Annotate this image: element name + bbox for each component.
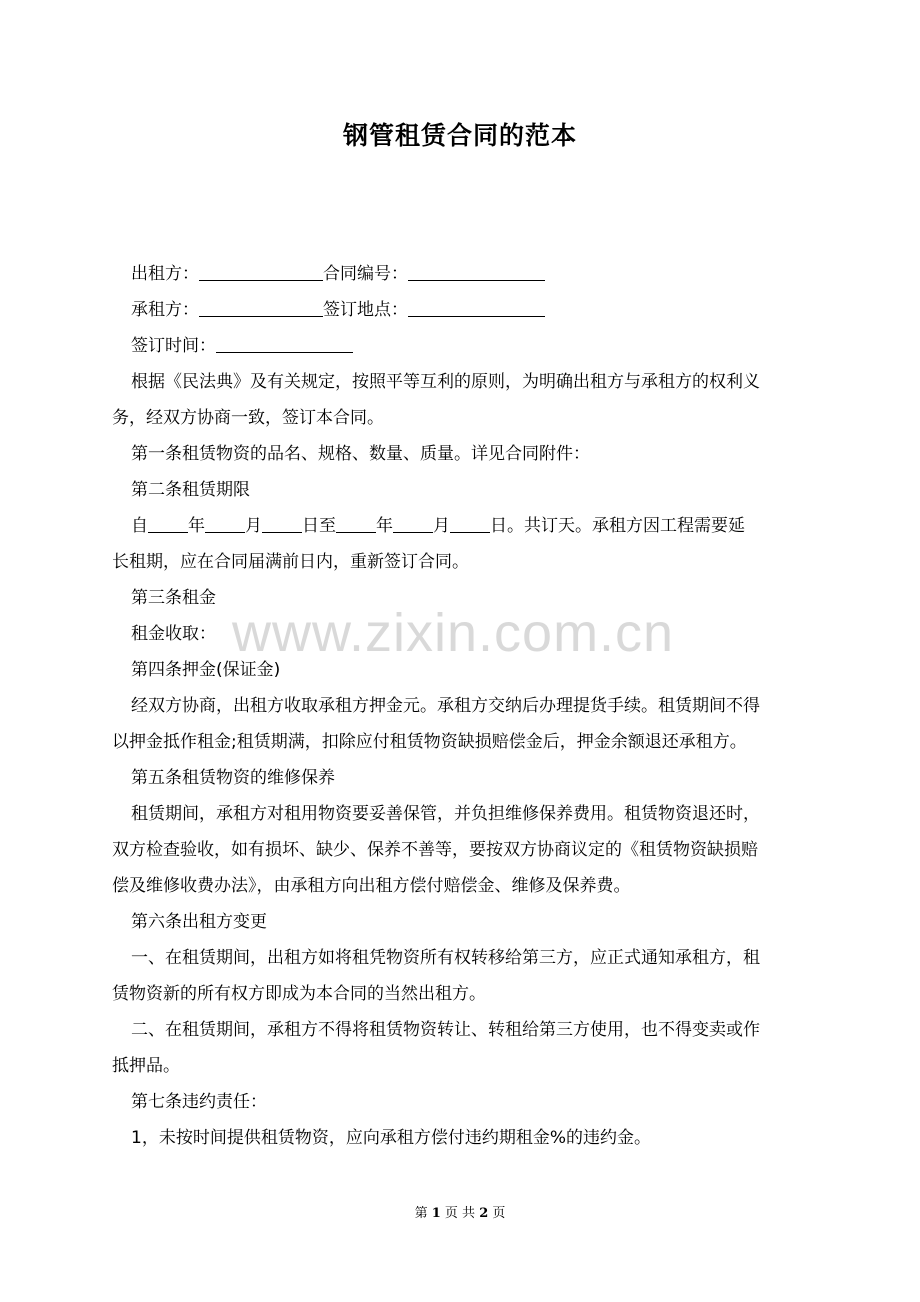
month-text-2: 月 bbox=[433, 516, 450, 536]
page-total: 2 bbox=[479, 1206, 489, 1221]
sign-time-row bbox=[112, 328, 820, 364]
preamble-line-1: 根据《民法典》及有关规定，按照平等互利的原则，为明确出租方与承租方的权利义 bbox=[131, 372, 760, 392]
day-to-text: 日至 bbox=[302, 516, 336, 536]
article-6-item-1-line-1: 一、在租赁期间，出租方如将租凭物资所有权转移给第三方，应正式通知承租方，租 bbox=[131, 948, 760, 968]
lessee-blank bbox=[199, 298, 323, 317]
article-7-item-1: 1，未按时间提供租赁物资，应向承租方偿付违约期租金%的违约金。 bbox=[131, 1128, 651, 1148]
article-5-heading: 第五条租赁物资的维修保养 bbox=[131, 768, 335, 788]
lessor-row bbox=[112, 256, 820, 292]
sign-time-blank bbox=[216, 334, 353, 353]
page-suffix: 页 bbox=[492, 1206, 506, 1221]
article-2-line-1 bbox=[112, 508, 820, 544]
article-5-line-1: 租赁期间，承租方对租用物资要妥善保管，并负担维修保养费用。租赁物资退还时， bbox=[131, 804, 760, 824]
lessee-row bbox=[112, 292, 820, 328]
article-6-heading: 第六条出租方变更 bbox=[131, 912, 267, 932]
contract-no-blank bbox=[408, 262, 545, 281]
page-footer bbox=[0, 1204, 920, 1224]
from-text: 自 bbox=[131, 516, 148, 536]
article-2-line-2: 长租期，应在合同届满前日内，重新签订合同。 bbox=[112, 552, 469, 572]
article-6-item-2-line-1: 二、在租赁期间，承租方不得将租赁物资转让、转租给第三方使用，也不得变卖或作 bbox=[131, 1020, 760, 1040]
start-month-blank bbox=[205, 514, 245, 533]
article-5-line-2: 双方检查验收，如有损坏、缺少、保养不善等，要按双方协商议定的《租赁物资缺损赔 bbox=[112, 840, 758, 860]
article-3-heading: 第三条租金 bbox=[131, 588, 216, 608]
page-current: 1 bbox=[431, 1206, 441, 1221]
article-1: 第一条租赁物资的品名、规格、数量、质量。详见合同附件： bbox=[131, 444, 590, 464]
page-mid: 页 共 bbox=[444, 1206, 476, 1221]
rent-collect-line: 租金收取： bbox=[131, 624, 216, 644]
watermark: www.zixin.com.cn bbox=[232, 603, 675, 663]
end-day-blank bbox=[450, 514, 490, 533]
preamble-line-2: 务，经双方协商一致，签订本合同。 bbox=[112, 408, 384, 428]
lessor-blank bbox=[199, 262, 323, 281]
sign-time-label: 签订时间： bbox=[131, 336, 216, 356]
end-month-blank bbox=[393, 514, 433, 533]
article-4-heading: 第四条押金(保证金) bbox=[131, 660, 281, 680]
sign-place-blank bbox=[408, 298, 545, 317]
article-6-item-2-line-2: 抵押品。 bbox=[112, 1056, 180, 1076]
contract-no-label: 合同编号： bbox=[323, 264, 408, 284]
year-text: 年 bbox=[188, 516, 205, 536]
day-end-text: 日。共订天。承租方因工程需要延 bbox=[490, 516, 745, 536]
article-7-heading: 第七条违约责任： bbox=[131, 1092, 267, 1112]
article-5-line-3: 偿及维修收费办法》，由承租方向出租方偿付赔偿金、维修及保养费。 bbox=[112, 876, 631, 896]
month-text: 月 bbox=[245, 516, 262, 536]
year-text-2: 年 bbox=[376, 516, 393, 536]
start-year-blank bbox=[148, 514, 188, 533]
article-4-line-1: 经双方协商，出租方收取承租方押金元。承租方交纳后办理提货手续。租赁期间不得 bbox=[131, 696, 760, 716]
page-title: 钢管租赁合同的范本 bbox=[342, 121, 577, 150]
start-day-blank bbox=[262, 514, 302, 533]
page-prefix: 第 bbox=[414, 1206, 428, 1221]
article-4-line-2: 以押金抵作租金;租赁期满，扣除应付租赁物资缺损赔偿金后，押金余额退还承租方。 bbox=[112, 732, 747, 752]
article-2-heading: 第二条租赁期限 bbox=[131, 480, 250, 500]
sign-place-label: 签订地点： bbox=[323, 300, 408, 320]
contract-body bbox=[112, 256, 820, 1156]
lessor-label: 出租方： bbox=[131, 264, 199, 284]
lessee-label: 承租方： bbox=[131, 300, 199, 320]
article-6-item-1-line-2: 赁物资新的所有权方即成为本合同的当然出租方。 bbox=[112, 984, 486, 1004]
end-year-blank bbox=[336, 514, 376, 533]
